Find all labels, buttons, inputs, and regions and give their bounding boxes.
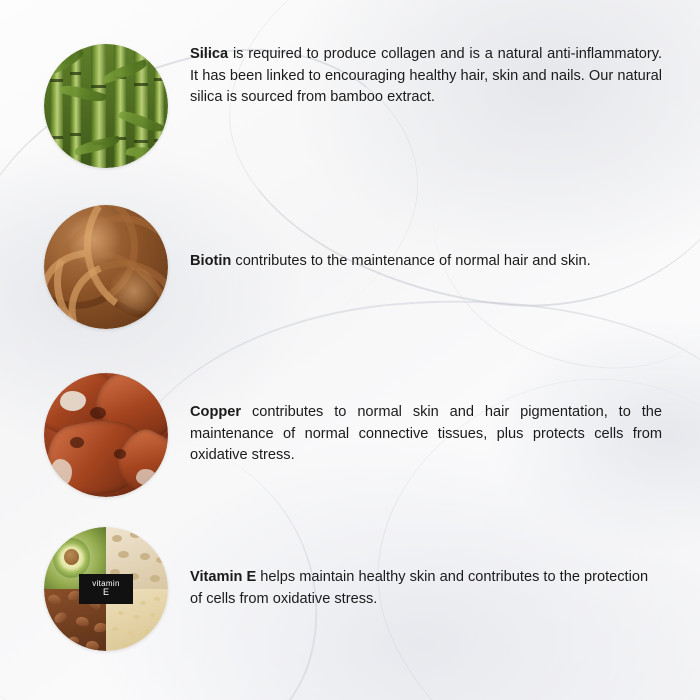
copper-ore-photo: [44, 373, 168, 497]
benefit-row-vitamin-e: [0, 527, 700, 651]
silica-description: [190, 44, 662, 109]
silica-body: is required to produce collagen and is a natural anti-inflammatory. It has been linked to encouraging healthy hair, skin and nails. Our natural silica is sourced from bamboo extract.: [190, 46, 662, 106]
copper-term: Copper: [190, 404, 242, 420]
bamboo-photo: [44, 44, 168, 168]
vitamin-e-badge: [79, 574, 133, 604]
silica-image-wrap: [44, 44, 168, 168]
biotin-image-wrap: [44, 205, 168, 329]
vitamin-e-foods-photo: [44, 527, 168, 651]
hair-photo: [44, 205, 168, 329]
biotin-body: contributes to the maintenance of normal hair and skin.: [231, 253, 591, 269]
copper-body: contributes to normal skin and hair pigmentation, to the maintenance of normal connective tissues, plus protects cells from oxidative stress.: [190, 404, 662, 464]
biotin-description: [190, 251, 662, 273]
vitamin-e-image-wrap: [44, 527, 168, 651]
copper-image-wrap: [44, 373, 168, 497]
benefit-row-copper: [0, 373, 700, 497]
vitamin-e-badge-line2: E: [102, 587, 109, 598]
vitamin-e-badge-line1: vitamin: [92, 578, 120, 588]
benefit-row-silica: [0, 44, 700, 168]
copper-description: [190, 402, 662, 467]
vitamin-e-description: [190, 567, 662, 610]
vitamin-e-term: Vitamin E: [190, 569, 257, 585]
vitamin-e-body: helps maintain healthy skin and contributes to the protection of cells from oxidative stress.: [190, 569, 649, 607]
biotin-term: Biotin: [190, 253, 232, 269]
silica-term: Silica: [190, 46, 229, 62]
benefit-row-biotin: [0, 205, 700, 329]
